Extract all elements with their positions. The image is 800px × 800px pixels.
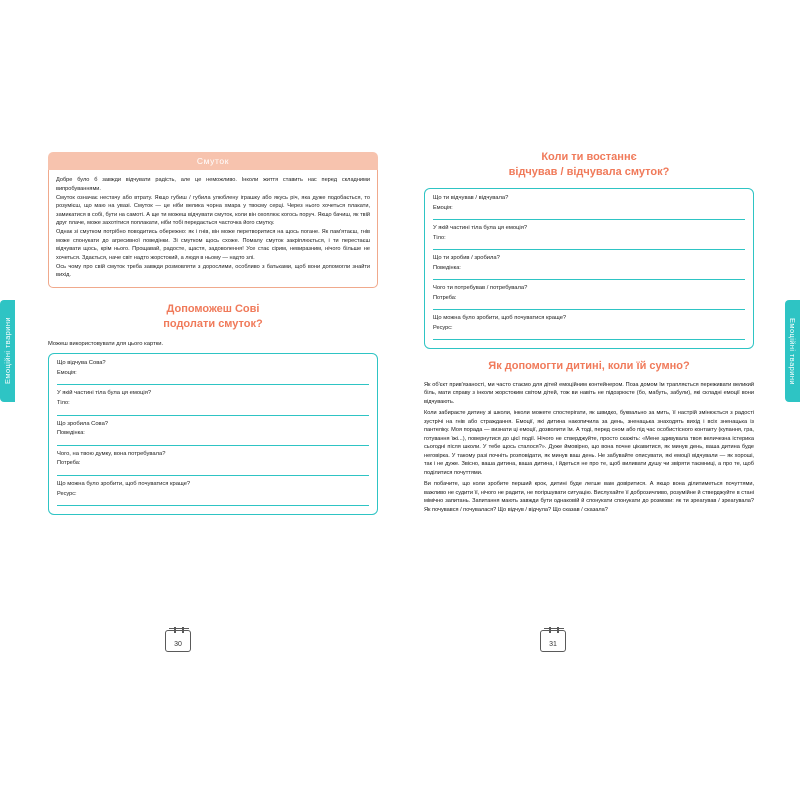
answer-line[interactable]: [433, 303, 745, 310]
clip-icon: [549, 627, 551, 633]
question-item: [433, 195, 745, 220]
question-item: [433, 225, 745, 250]
side-tab-left-label: Емоційні тварини: [3, 317, 12, 385]
prose-paragraph: Як об'єкт прив'язаності, ми часто стаємо для дітей емоційним контейнером. Поза домом їм трапляється переживати великий біль, мати справу з інколи жорстоким світом дітей, тож ви навіть не підозрюєте (бо, мабуть, забули), які складні емоції вони відчувають.: [424, 381, 754, 405]
question-label: Поведінка:: [433, 264, 461, 271]
left-lead-text: Можеш використовувати для цього картки.: [48, 340, 164, 347]
question-item: [57, 421, 369, 446]
smutok-banner-title: Смуток: [48, 152, 378, 170]
question-label: Ресурс:: [57, 490, 77, 497]
page-number-right: [540, 630, 566, 652]
answer-line[interactable]: [57, 409, 369, 416]
left-section-title-line1: Допоможеш Сові: [166, 303, 260, 315]
banner-paragraph: Ось чому про свій смуток треба завжди розмовляти з дорослими, особливо з батьками, щоб вони допомогли знайти вихід.: [56, 263, 370, 278]
question-text: Чого, на твою думку, вона потребувала?: [57, 450, 166, 457]
question-text: Що можна було зробити, щоб почуватися краще?: [57, 480, 191, 487]
smutok-banner-body: [48, 170, 378, 288]
clip-icon: [174, 627, 176, 633]
question-text: У якій частині тіла була ця емоція?: [57, 390, 152, 397]
question-text: Що ти відчував / відчувала?: [433, 194, 509, 201]
right-section-title-line2: відчував / відчувала смуток?: [508, 165, 670, 178]
clip-icon: [557, 627, 559, 633]
answer-line[interactable]: [57, 469, 369, 476]
banner-paragraph: Смуток означає нестачу або втрату. Якщо губиш / губила улюблену іграшку або якусь річ, яка дуже подобається, то розумієш, що маю на увазі. Смуток — це ніби велика чорна хмара у твоєму серці. Через нього хочеться плакати, замикатися в собі, бути на самоті. А ще ти можеш відчувати смуток, коли він охоплює когось поруч. Якщо бачиш, як твій друг плаче, може захотітися поплакати, ніби тобі передається часточка його смутку.: [56, 194, 370, 226]
question-item: [57, 360, 369, 385]
page-number-right-label: 31: [549, 641, 557, 648]
question-label: Емоція:: [57, 370, 77, 377]
question-text: Чого ти потребував / потребувала?: [433, 284, 528, 291]
side-tab-right: [785, 300, 800, 402]
right-section-title-line1: Коли ти востаннє: [541, 151, 637, 163]
left-question-card: [48, 353, 378, 514]
question-item: [433, 285, 745, 310]
banner-paragraph: Добре було б завжди відчувати радість, але це неможливо. Інколи життя ставить нас перед складними випробуваннями.: [56, 177, 370, 192]
question-item: [57, 390, 369, 415]
question-text: Що зробила Сова?: [57, 420, 109, 427]
answer-line[interactable]: [433, 273, 745, 280]
prose-paragraph: Коли забираєте дитину зі школи, інколи можете спостерігати, як швидко, буквально за мить, її настрій змінюється з радості зустрічі на гнів або страждання. Емоції, які дитина накопичила за день, зненацька знаходять вихід і всіх зненацька із пантеліку. Моя порада — визнати ці емоції, дозволити їм. А тоді, перед сном або під час особистісного контакту (купання, гра, готування їжі...), повернутися до цієї події. Нічого не стверджуйте, просто скажіть: «Мене здивувала твоя величезна істерика сьогодні після школи. У тебе щось сталося?». Дуже ймовірно, що вона почне цікавитися, як минув день, ваша дитина буде неговірка. У такому разі почніть розповідати, як минув ваш день. Не забувайте описувати, які емоції відчували — як хороші, так і не дуже. Звісно, ваша дитина, ваша дитина, і йдеться не про те, щоб виливати душу чи звіряти таємниці, а про те, щоб поділитися почуттями.: [424, 410, 754, 476]
question-item: [433, 255, 745, 280]
side-tab-left: [0, 300, 15, 402]
question-item: [57, 481, 369, 506]
smutok-info-box: [48, 152, 378, 288]
clip-icon: [182, 627, 184, 633]
right-prose: [424, 381, 754, 515]
answer-line[interactable]: [433, 213, 745, 220]
question-text: Що можна було зробити, щоб почуватися краще?: [433, 315, 567, 321]
question-label: Тіло:: [433, 234, 446, 241]
answer-line[interactable]: [57, 499, 369, 506]
question-text: Що відчува Сова?: [57, 360, 106, 367]
side-tab-right-label: Емоційні тварини: [788, 317, 797, 385]
right-section-title: [424, 150, 754, 180]
question-label: Поведінка:: [57, 430, 85, 437]
question-label: Тіло:: [57, 400, 70, 407]
left-section-title: [48, 302, 378, 332]
question-label: Потреба:: [433, 294, 457, 301]
answer-line[interactable]: [433, 243, 745, 250]
left-page-column: [48, 0, 378, 800]
answer-line[interactable]: [57, 378, 369, 385]
banner-paragraph: Однак зі смутком потрібно поводитись обережно: як і гнів, він може перетворитися на щось погане. Як пам'ятаєш, гнів може спонукати до агресивної поведінки. Зі смутком щось схоже. Помалу смуток закріплюється, і ти перестаєш відчувати щось, крім нього. Прощавай, радосте, щастя, задоволення! Усе стає сірим, невиразним, нічого більше не хочеться. Здається, наче світ надто жорстокий, а людя в ньому — надто злі.: [56, 229, 370, 261]
right-page-column: [424, 0, 754, 800]
prose-paragraph: Ви побачите, що коли зробите перший крок, дитині буде легше вам довіритися. А якщо вона ділитиметься почуттями, важливо не судити її, нічого не радити, не погіршувати ситуацію. Вислухайте її доброзичливо, розумійне й стверджуйте в стані мімічно запитань. Запитання мають завжди бути однаковій й спонукати спонукати до розмови: як ти зреагував / зреагувала? Як почувався / почувалася? Що відчув / відчула? Що сказав / сказала?: [424, 481, 754, 513]
question-text: Що ти зробив / зробила?: [433, 254, 500, 261]
question-text: У якій частині тіла була ця емоція?: [433, 224, 528, 231]
right-question-card: [424, 188, 754, 349]
question-label: Потреба:: [57, 460, 81, 467]
page-number-left-label: 30: [174, 641, 182, 648]
answer-line[interactable]: [57, 439, 369, 446]
left-section-title-line2: подолати смуток?: [163, 317, 263, 330]
page-number-left: [165, 630, 191, 652]
answer-line[interactable]: [433, 333, 745, 340]
question-label: Емоція:: [433, 204, 453, 211]
question-item: [433, 315, 745, 340]
right-section-title-2: Як допомогти дитині, коли їй сумно?: [488, 360, 690, 373]
question-item: [57, 451, 369, 476]
question-label: Ресурс:: [433, 324, 453, 331]
